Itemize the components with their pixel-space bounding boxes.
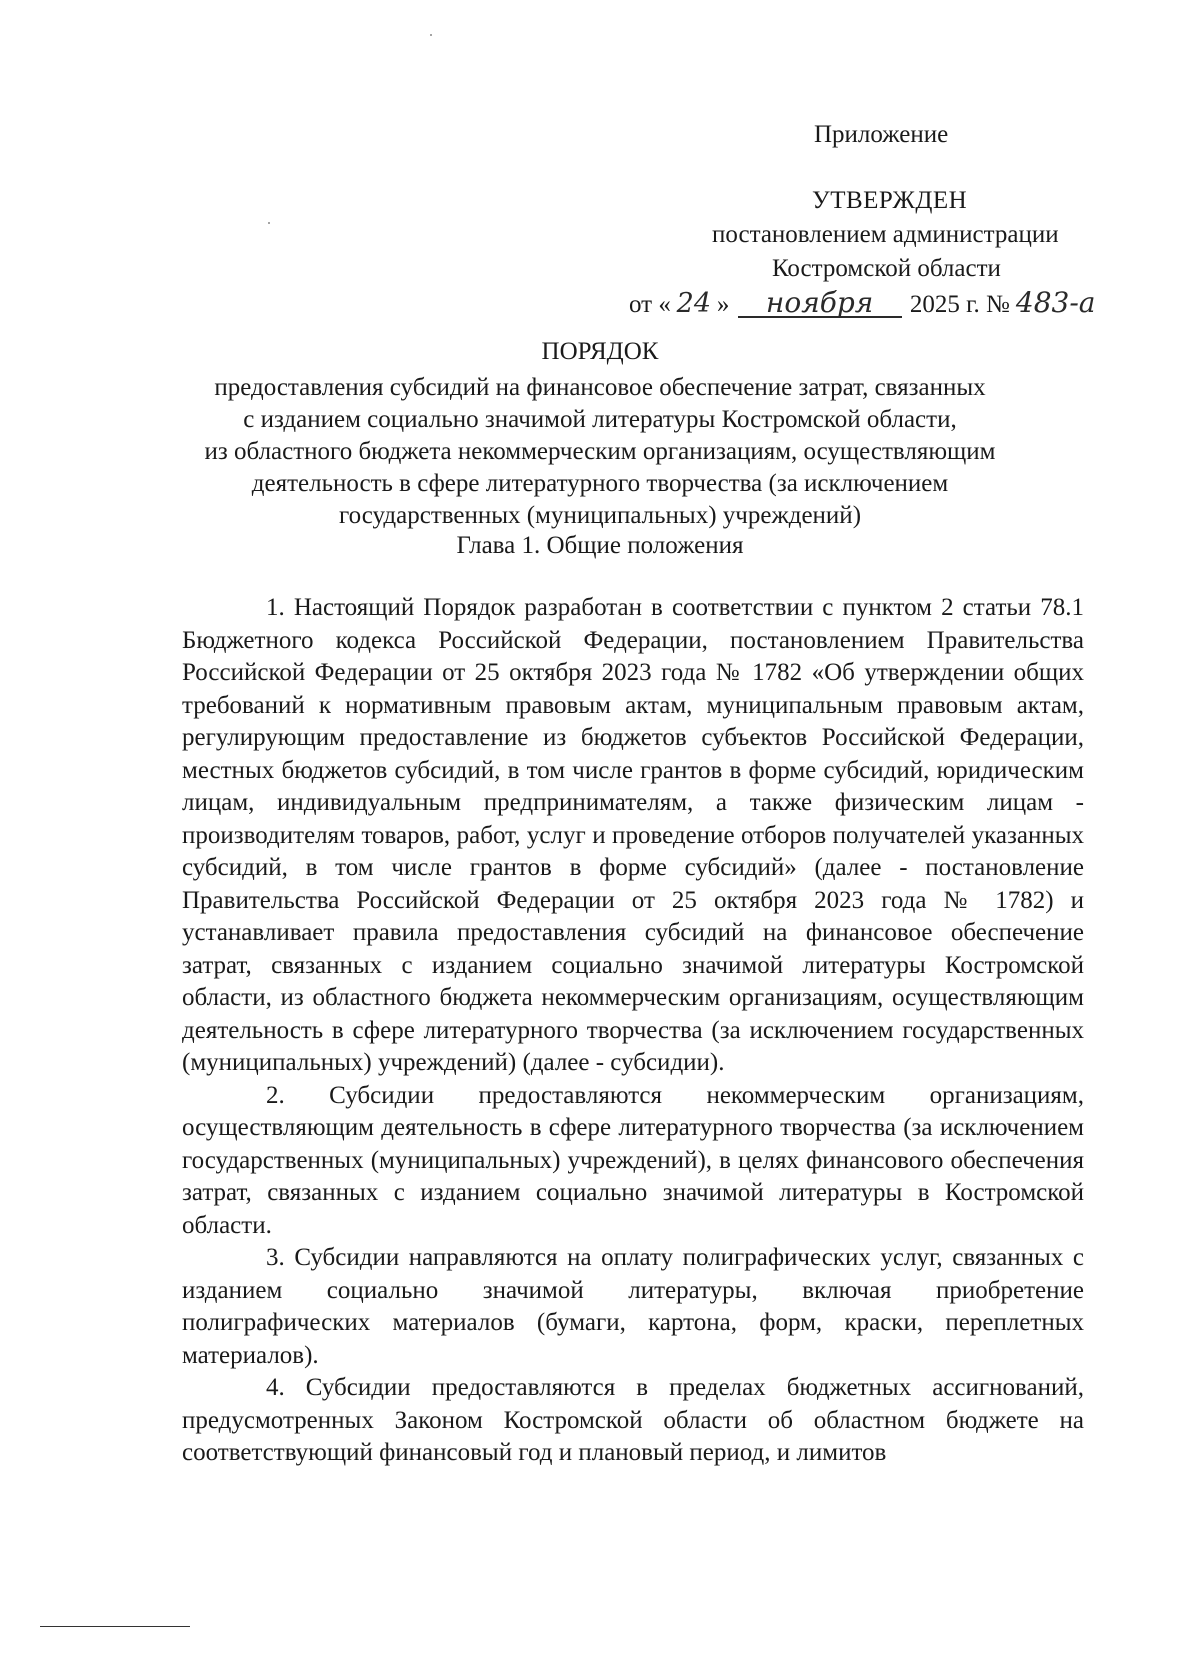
date-prefix: от « <box>629 291 671 318</box>
paragraph-3: 3. Субсидии направляются на оплату полиграфических услуг, связанных с изданием социально значимой литературы, включая приобретение полиграфических материалов (бумаги, картона, форм, краски, переплетных материалов). <box>182 1244 1084 1369</box>
approval-date-line <box>629 286 1096 322</box>
date-mid: » <box>716 291 730 318</box>
document-subtitle: предоставления субсидий на финансовое обеспечение затрат, связанных с изданием социально значимой литературы Костромской области, из областного бюджета некоммерческим организациям, осуществляющим деятельность в сфере литературного творчества (за исключением государственных (муниципальных) учреждений) <box>204 374 996 529</box>
paragraph-4: 4. Субсидии предоставляются в пределах бюджетных ассигнований, предусмотренных Законом Костромской области об областном бюджете на соответствующий финансовый год и плановый период, и лимитов <box>182 1374 1084 1466</box>
date-year: 2025 г. № <box>909 291 1010 318</box>
handwritten-day: 24 <box>676 288 712 319</box>
scan-speck <box>268 222 270 224</box>
chapter-heading: Глава 1. Общие положения <box>456 532 744 559</box>
approved-by-line: постановлением администрации <box>712 221 1059 248</box>
paragraph-2: 2. Субсидии предоставляются некоммерческим организациям, осуществляющим деятельность в сфере литературного творчества (за исключением государственных (муниципальных) учреждений), в целях финансового обеспечения затрат, связанных с изданием социально значимой литературы в Костромской области. <box>182 1081 1084 1239</box>
footnote-rule <box>40 1626 190 1627</box>
document-heading <box>130 336 1070 532</box>
handwritten-month: ноября <box>738 290 902 318</box>
handwritten-number: 483-а <box>1015 286 1096 319</box>
scan-speck <box>430 34 432 36</box>
attachment-label: Приложение <box>814 121 949 148</box>
document-title: ПОРЯДОК <box>541 338 659 365</box>
paragraph-1: 1. Настоящий Порядок разработан в соответствии с пунктом 2 статьи 78.1 Бюджетного кодекса Российской Федерации, постановлением Правительства Российской Федерации от 25 октября 2023 года № 1782 «Об утверждении общих требований к нормативным правовым актам, муниципальным правовым актам, регулирующим предоставление из бюджетов субъектов Российской Федерации, местных бюджетов субсидий, в том числе грантов в форме субсидий, юридическим лицам, индивидуальным предпринимателям, а также физическим лицам - производителям товаров, работ, услуг и проведение отборов получателей указанных субсидий, в том числе грантов в форме субсидий» (далее - постановление Правительства Российской Федерации от 25 октября 2023 года № 1782) и устанавливает правила предоставления субсидий на финансовое обеспечение затрат, связанных с изданием социально значимой литературы Костромской области, из областного бюджета некоммерческим организациям, осуществляющим деятельность в сфере литературного творчества (за исключением государственных (муниципальных) учреждений) (далее - субсидии). <box>182 594 1084 1076</box>
document-body <box>182 592 1084 1470</box>
approved-region-line: Костромской области <box>772 255 1001 282</box>
approved-label: УТВЕРЖДЕН <box>812 187 968 214</box>
